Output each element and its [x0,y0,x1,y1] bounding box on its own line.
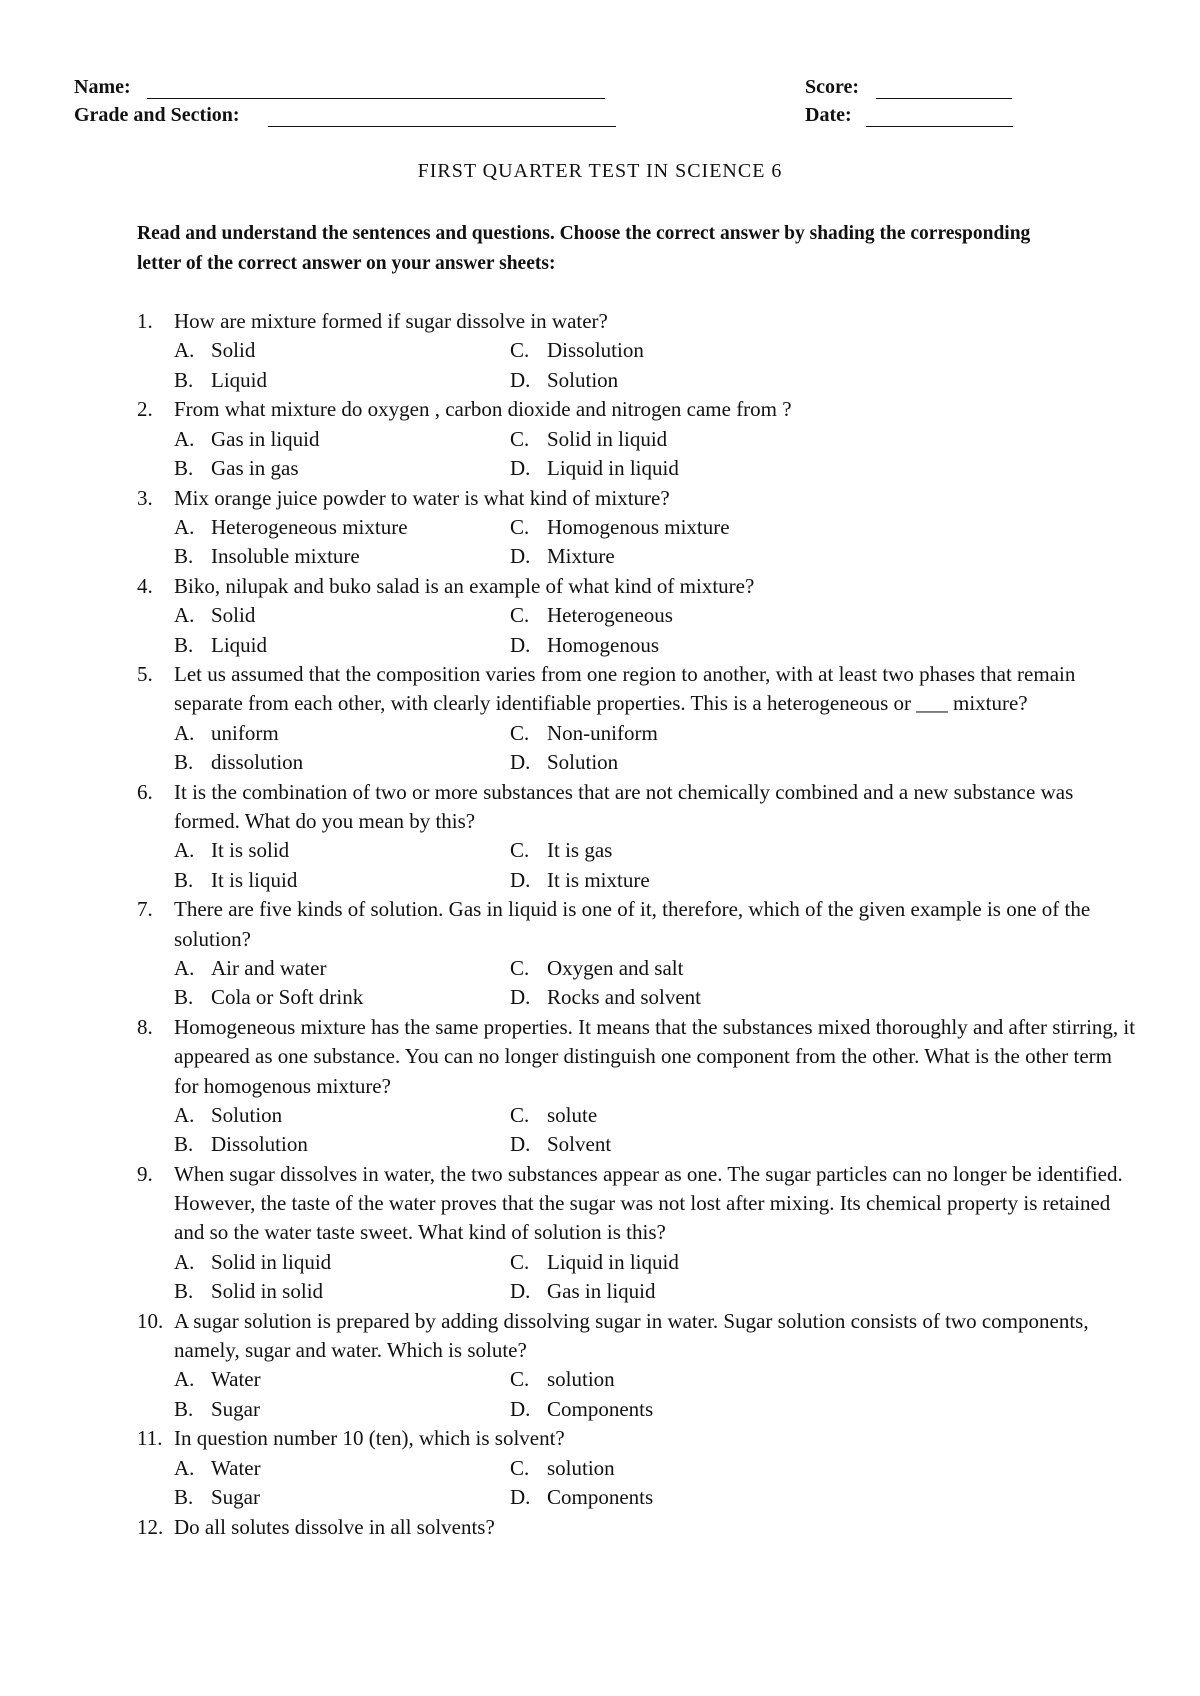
answer-choice [174,336,510,366]
question-number: 1. [137,309,153,333]
date-line [866,126,1013,127]
date-label: Date: [805,104,852,126]
answer-choice [174,631,510,661]
choice-letter: D. [510,367,531,392]
question-number: 10. [137,1308,164,1333]
choice-row [174,748,1137,778]
question-item [137,1424,1137,1512]
choice-letter: D. [510,985,531,1010]
choice-text: dissolution [211,750,304,775]
answer-choice [174,1248,510,1278]
choices [174,336,1137,395]
choice-text: It is solid [211,838,290,863]
test-title: FIRST QUARTER TEST IN SCIENCE 6 [417,160,783,182]
choices [174,1248,1137,1307]
question-number: 6. [137,779,153,804]
answer-choice [510,1483,846,1513]
choice-letter: A. [174,603,195,628]
answer-choice [174,454,510,484]
choice-letter: C. [510,1367,530,1392]
choice-letter: A. [174,720,195,745]
choice-text: uniform [211,720,279,745]
answer-choice [174,1483,510,1513]
choice-text: Heterogeneous mixture [211,514,408,539]
question-number: 5. [137,662,153,687]
choice-text: Oxygen and salt [547,955,684,980]
choice-row [174,836,1137,866]
choice-row [174,513,1137,543]
answer-choice [174,1395,510,1425]
question-number: 4. [137,573,153,598]
choice-row [174,631,1137,661]
answer-choice [510,954,846,984]
choice-row [174,1277,1137,1307]
question-text: Homogeneous mixture has the same properties. It means that the substances mixed thoroughly and after stirring, it appeared as one substance. You can no longer distinguish one component from the other. What is the other term for homogenous mixture? [174,1014,1136,1098]
choices [174,513,1137,572]
choice-letter: C. [510,1455,530,1480]
question-text: Biko, nilupak and buko salad is an example of what kind of mixture? [174,573,755,598]
grade-section-label: Grade and Section: [74,104,240,126]
answer-choice [174,1365,510,1395]
instructions: Read and understand the sentences and questions. Choose the correct answer by shading the corresponding letter of the correct answer on your answer sheets: [137,223,1031,274]
choice-text: Solvent [547,1132,612,1157]
question-item [137,1160,1137,1307]
choice-row [174,425,1137,455]
question-item [137,484,1137,572]
choice-text: Dissolution [547,338,644,363]
choice-letter: B. [174,1396,194,1421]
answer-choice [510,1248,846,1278]
answer-choice [510,866,846,896]
choice-row [174,601,1137,631]
grade-section-line [268,126,616,127]
answer-choice [174,1101,510,1131]
choice-text: Homogenous mixture [547,514,730,539]
question-number: 11. [137,1426,163,1451]
choice-text: Solid [211,603,256,628]
question-text: In question number 10 (ten), which is solvent? [174,1426,565,1451]
answer-choice [510,719,846,749]
answer-choice [510,1101,846,1131]
choice-letter: B. [174,544,194,569]
choice-letter: C. [510,720,530,745]
choice-row [174,719,1137,749]
choice-letter: C. [510,1249,530,1274]
answer-choice [510,836,846,866]
choice-text: Heterogeneous [547,603,673,628]
answer-choice [174,836,510,866]
answer-choice [510,454,846,484]
choice-letter: B. [174,750,194,775]
choice-letter: D. [510,1396,531,1421]
choice-text: Sugar [211,1396,260,1421]
choice-row [174,1130,1137,1160]
choice-letter: B. [174,632,194,657]
choice-row [174,1454,1137,1484]
answer-choice [174,954,510,984]
question-item [137,660,1137,778]
choice-text: Components [547,1396,654,1421]
choice-row [174,866,1137,896]
question-text: How are mixture formed if sugar dissolve in water? [174,309,608,333]
choice-letter: C. [510,1102,530,1127]
choices [174,1101,1137,1160]
choice-text: It is liquid [211,867,298,892]
choice-text: Components [547,1485,654,1510]
choice-text: Liquid in liquid [547,456,679,481]
question-item [137,395,1137,483]
choice-text: Solution [211,1102,283,1127]
choice-letter: A. [174,1455,195,1480]
question-number: 9. [137,1161,153,1186]
choice-letter: B. [174,456,194,481]
answer-choice [510,513,846,543]
answer-choice [510,983,846,1013]
choice-letter: A. [174,838,195,863]
answer-choice [174,366,510,396]
choice-row [174,542,1137,572]
question-text: Mix orange juice powder to water is what kind of mixture? [174,485,670,510]
choice-letter: D. [510,867,531,892]
choice-letter: C. [510,838,530,863]
question-item [137,572,1137,660]
choice-letter: D. [510,750,531,775]
choice-text: Solution [547,750,619,775]
choice-text: Insoluble mixture [211,544,360,569]
name-label: Name: [74,76,131,98]
choice-row [174,1365,1137,1395]
question-number: 8. [137,1014,153,1039]
choice-letter: A. [174,1367,195,1392]
choice-row [174,454,1137,484]
choice-letter: A. [174,338,195,363]
choice-letter: A. [174,1249,195,1274]
choice-text: Mixture [547,544,615,569]
choice-letter: B. [174,1132,194,1157]
answer-choice [510,1395,846,1425]
question-item [137,778,1137,896]
choices [174,836,1137,895]
choice-row [174,336,1137,366]
choice-letter: D. [510,544,531,569]
choice-text: Cola or Soft drink [211,985,364,1010]
answer-choice [174,748,510,778]
choice-row [174,1395,1137,1425]
choice-letter: D. [510,1485,531,1510]
choice-text: Liquid in liquid [547,1249,679,1274]
choice-letter: A. [174,426,195,451]
choice-letter: B. [174,985,194,1010]
choice-text: Gas in liquid [547,1279,656,1304]
choice-letter: A. [174,955,195,980]
question-number: 12. [137,1514,164,1539]
choice-text: Solid in solid [211,1279,324,1304]
choice-letter: B. [174,867,194,892]
choice-text: solution [547,1455,615,1480]
choice-text: Gas in gas [211,456,299,481]
choice-letter: C. [510,514,530,539]
question-number: 3. [137,485,153,510]
question-text: When sugar dissolves in water, the two substances appear as one. The sugar particles can no longer be identified. However, the taste of the water proves that the sugar was not lost after mixing. Its chemical property is retained and so the water taste sweet. What kind of solution is this? [174,1161,1123,1245]
choices [174,719,1137,778]
choice-letter: D. [510,456,531,481]
answer-choice [174,425,510,455]
choice-text: Rocks and solvent [547,985,701,1010]
question-number: 7. [137,897,153,922]
answer-choice [510,601,846,631]
answer-choice [510,1454,846,1484]
choice-row [174,1483,1137,1513]
choice-text: Water [211,1455,261,1480]
choice-text: solute [547,1102,598,1127]
question-item [137,1513,1137,1542]
question-text: From what mixture do oxygen , carbon dioxide and nitrogen came from ? [174,397,792,422]
choice-text: Solution [547,367,619,392]
choice-text: Solid [211,338,256,363]
choice-letter: B. [174,367,194,392]
choice-letter: B. [174,1279,194,1304]
choice-row [174,983,1137,1013]
choice-text: solution [547,1367,615,1392]
choice-text: Sugar [211,1485,260,1510]
question-text: Let us assumed that the composition varies from one region to another, with at least two phases that remain separate from each other, with clearly identifiable properties. This is a heterogeneous or ___ mixture? [174,662,1076,716]
choice-letter: D. [510,1279,531,1304]
answer-choice [510,1130,846,1160]
choice-letter: C. [510,426,530,451]
answer-choice [510,542,846,572]
answer-choice [174,1454,510,1484]
answer-choice [510,425,846,455]
choice-text: Liquid [211,367,267,392]
answer-choice [510,366,846,396]
answer-choice [510,1365,846,1395]
name-line [147,98,605,99]
choice-letter: C. [510,603,530,628]
choice-text: Homogenous [547,632,659,657]
choice-text: Dissolution [211,1132,308,1157]
answer-choice [174,1130,510,1160]
choice-row [174,1101,1137,1131]
answer-choice [174,1277,510,1307]
choice-row [174,1248,1137,1278]
choices [174,425,1137,484]
question-text: There are five kinds of solution. Gas in liquid is one of it, therefore, which of the given example is one of the solution? [174,897,1091,951]
question-list [137,307,1137,1542]
choice-text: Liquid [211,632,267,657]
choice-letter: A. [174,1102,195,1127]
choice-letter: D. [510,632,531,657]
choice-letter: C. [510,955,530,980]
score-label: Score: [805,76,860,98]
question-item [137,895,1137,1013]
choice-text: Solid in liquid [211,1249,332,1274]
question-number: 2. [137,397,153,422]
score-line [876,98,1012,99]
answer-choice [510,748,846,778]
answer-choice [174,866,510,896]
answer-choice [174,983,510,1013]
choice-text: Solid in liquid [547,426,668,451]
choice-row [174,954,1137,984]
choices [174,1454,1137,1513]
question-text: Do all solutes dissolve in all solvents? [174,1514,495,1539]
answer-choice [174,601,510,631]
answer-choice [174,719,510,749]
answer-choice [510,631,846,661]
question-item [137,1013,1137,1160]
choice-text: Water [211,1367,261,1392]
choice-text: It is gas [547,838,613,863]
choices [174,1365,1137,1424]
choices [174,601,1137,660]
answer-choice [510,1277,846,1307]
choice-text: Non-uniform [547,720,658,745]
answer-choice [174,513,510,543]
choice-text: Gas in liquid [211,426,320,451]
choices [174,954,1137,1013]
choice-text: It is mixture [547,867,650,892]
choice-letter: A. [174,514,195,539]
choice-text: Air and water [211,955,327,980]
question-item [137,1307,1137,1425]
question-text: It is the combination of two or more substances that are not chemically combined and a new substance was formed. What do you mean by this? [174,779,1074,834]
choice-letter: B. [174,1485,194,1510]
question-text: A sugar solution is prepared by adding dissolving sugar in water. Sugar solution consists of two components, namely, sugar and water. Which is solute? [174,1308,1089,1363]
question-item [137,307,1137,395]
answer-choice [510,336,846,366]
answer-choice [174,542,510,572]
choice-row [174,366,1137,396]
choice-letter: C. [510,338,530,363]
choice-letter: D. [510,1132,531,1157]
